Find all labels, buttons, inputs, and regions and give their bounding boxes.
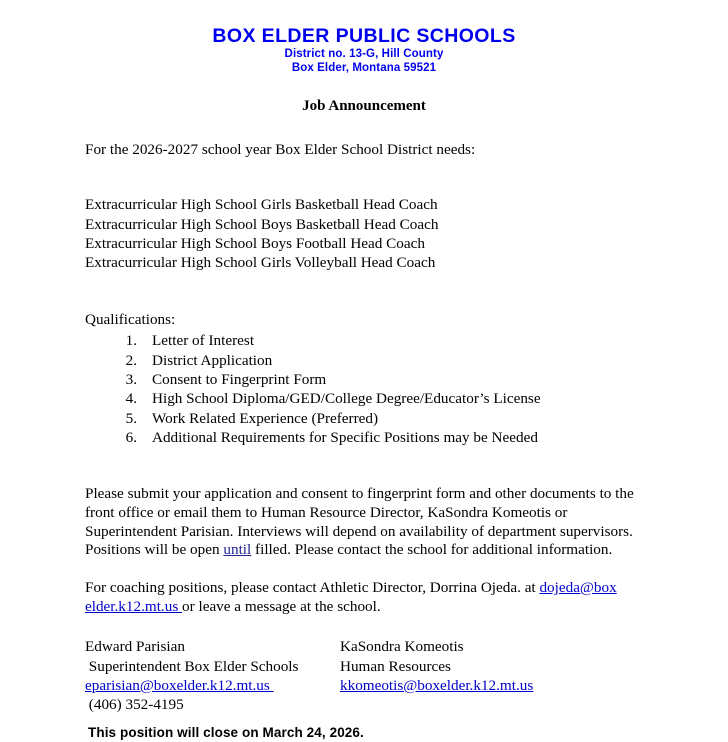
district-line: District no. 13-G, Hill County (284, 48, 444, 61)
qualification-item: District Application (152, 351, 273, 369)
submit-text-part-2: filled. Please contact the school for additional information. (251, 541, 613, 559)
position-item: Extracurricular High School Boys Basketball Head Coach (85, 215, 439, 233)
qualification-item: Letter of Interest (152, 332, 255, 350)
position-item: Extracurricular High School Girls Volleyball Head Coach (85, 254, 436, 272)
positions-list (85, 195, 643, 272)
position-item: Extracurricular High School Boys Football Head Coach (85, 235, 425, 253)
school-name-title: BOX ELDER PUBLIC SCHOOLS (212, 25, 516, 47)
superintendent-title: Superintendent Box Elder Schools (85, 657, 299, 675)
superintendent-email-link[interactable]: eparisian@boxelder.k12.mt.us (85, 676, 274, 694)
signature-column-human-resources (340, 637, 533, 695)
position-item: Extracurricular High School Girls Basketball Head Coach (85, 196, 438, 214)
coaching-contact-paragraph (85, 579, 643, 616)
closing-deadline-statement: This position will close on March 24, 2026. (88, 725, 364, 741)
signature-block (85, 637, 643, 714)
hr-name: KaSondra Komeotis (340, 638, 464, 656)
qualification-item: High School Diploma/GED/College Degree/Educator’s License (152, 390, 541, 408)
coaching-text-part-1: For coaching positions, please contact Athletic Director, Dorrina Ojeda. at (85, 578, 540, 596)
qualification-item: Consent to Fingerprint Form (152, 370, 327, 388)
until-link[interactable]: until (223, 541, 252, 559)
superintendent-phone: (406) 352-4195 (85, 696, 184, 714)
document-body (85, 141, 643, 742)
intro-paragraph: For the 2026-2027 school year Box Elder School District needs: (85, 140, 476, 158)
submit-text-part-1: Please submit your application and consent to fingerprint form and other documents to the front office or email them to Human Resource Director, KaSondra Komeotis or Superintendent Parisian. Interviews will depend on availability of department supervisors. Positions will be open (85, 485, 634, 559)
hr-title: Human Resources (340, 657, 451, 675)
qualifications-label: Qualifications: (85, 310, 176, 328)
page-title: Job Announcement (302, 97, 426, 114)
athletic-director-email-link[interactable]: dojeda@box elder.k12.mt.us (85, 578, 617, 615)
coaching-text-part-2: or leave a message at the school. (182, 597, 381, 615)
signature-column-superintendent (85, 637, 298, 714)
superintendent-name: Edward Parisian (85, 638, 185, 656)
qualification-item: Additional Requirements for Specific Positions may be Needed (152, 428, 538, 446)
submission-instructions-paragraph (85, 485, 643, 560)
hr-email-link[interactable]: kkomeotis@boxelder.k12.mt.us (340, 676, 534, 694)
qualifications-list (85, 331, 643, 447)
letterhead (0, 0, 728, 76)
city-state-zip-line: Box Elder, Montana 59521 (291, 62, 437, 75)
qualification-item: Work Related Experience (Preferred) (152, 409, 379, 427)
